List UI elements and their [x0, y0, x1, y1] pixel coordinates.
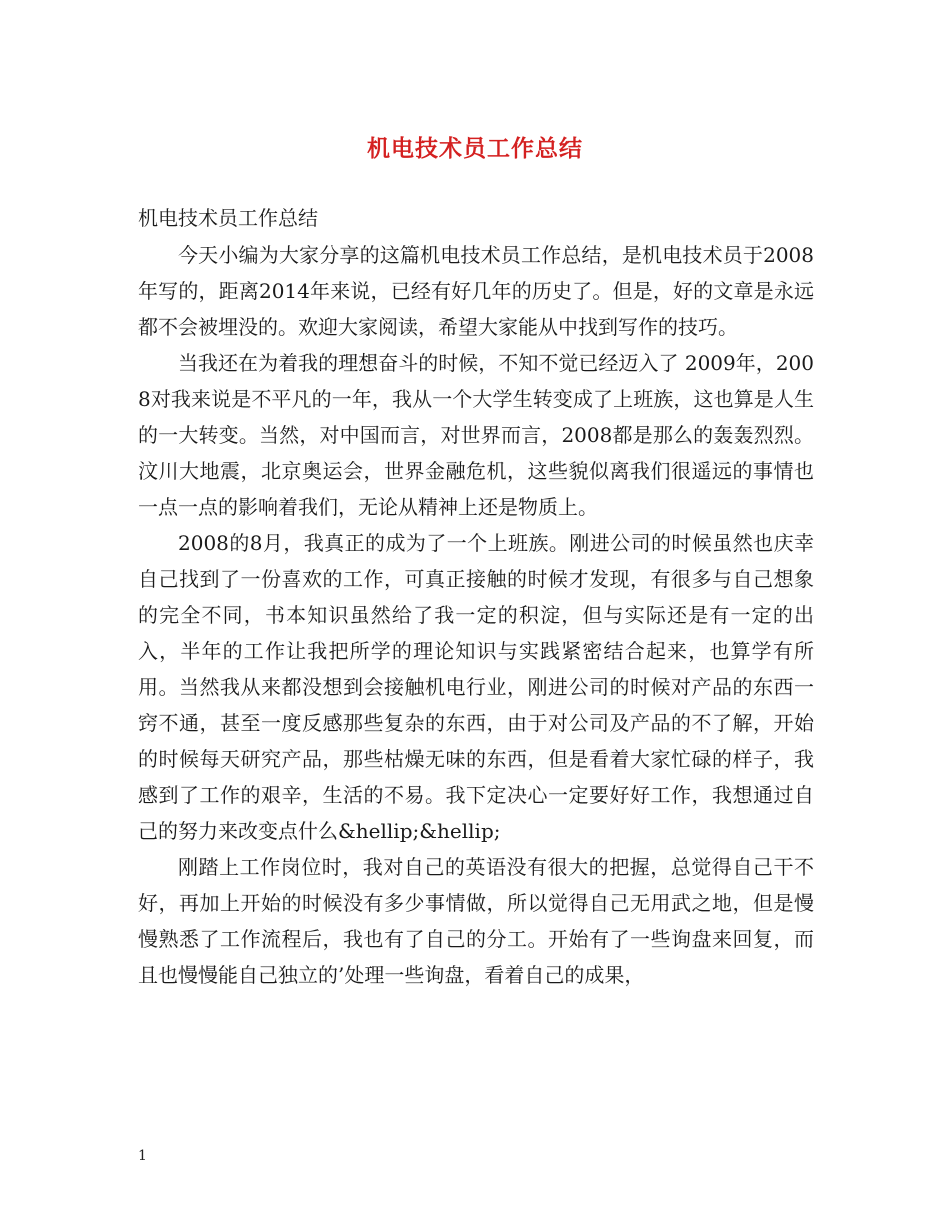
- paragraph-intro: 今天小编为大家分享的这篇机电技术员工作总结，是机电技术员于2008年写的，距离2014年来说，已经有好几年的历史了。但是，好的文章是永远都不会被埋没的。欢迎大家阅读，希望大家能从中找到写作的技巧。: [138, 243, 814, 339]
- paragraph-august-2008: 2008的8月，我真正的成为了一个上班族。刚进公司的时候虽然也庆幸自己找到了一份喜欢的工作，可真正接触的时候才发现，有很多与自己想象的完全不同，书本知识虽然给了我一定的积淀，但与实际还是有一定的出入，半年的工作让我把所学的理论知识与实践紧密结合起来，也算学有所用。当然我从来都没想到会接触机电行业，刚进公司的时候对产品的东西一窍不通，甚至一度反感那些复杂的东西，由于对公司及产品的不了解，开始的时候每天研究产品，那些枯燥无味的东西，但是看着大家忙碌的样子，我感到了工作的艰辛，生活的不易。我下定决心一定要好好工作，我想通过自己的努力来改变点什么&hellip;&hellip;: [138, 531, 814, 843]
- document-title: 机电技术员工作总结: [367, 135, 583, 162]
- paragraph-first-job: 刚踏上工作岗位时，我对自己的英语没有很大的把握，总觉得自己干不好，再加上开始的时候没有多少事情做，所以觉得自己无用武之地，但是慢慢熟悉了工作流程后，我也有了自己的分工。开始有了一些询盘来回复，而且也慢慢能自己独立的’处理一些询盘，看着自己的成果，: [138, 855, 814, 987]
- paragraph-2009: 当我还在为着我的理想奋斗的时候，不知不觉已经迈入了 2009年，2008对我来说是不平凡的一年，我从一个大学生转变成了上班族，这也算是人生的一大转变。当然，对中国而言，对世界而言，2008都是那么的轰轰烈烈。汶川大地震，北京奥运会，世界金融危机，这些貌似离我们很遥远的事情也一点一点的影响着我们，无论从精神上还是物质上。: [138, 351, 814, 519]
- page-number: 1: [138, 1148, 147, 1164]
- document-body: [138, 202, 814, 993]
- document-subheading: 机电技术员工作总结: [138, 206, 318, 230]
